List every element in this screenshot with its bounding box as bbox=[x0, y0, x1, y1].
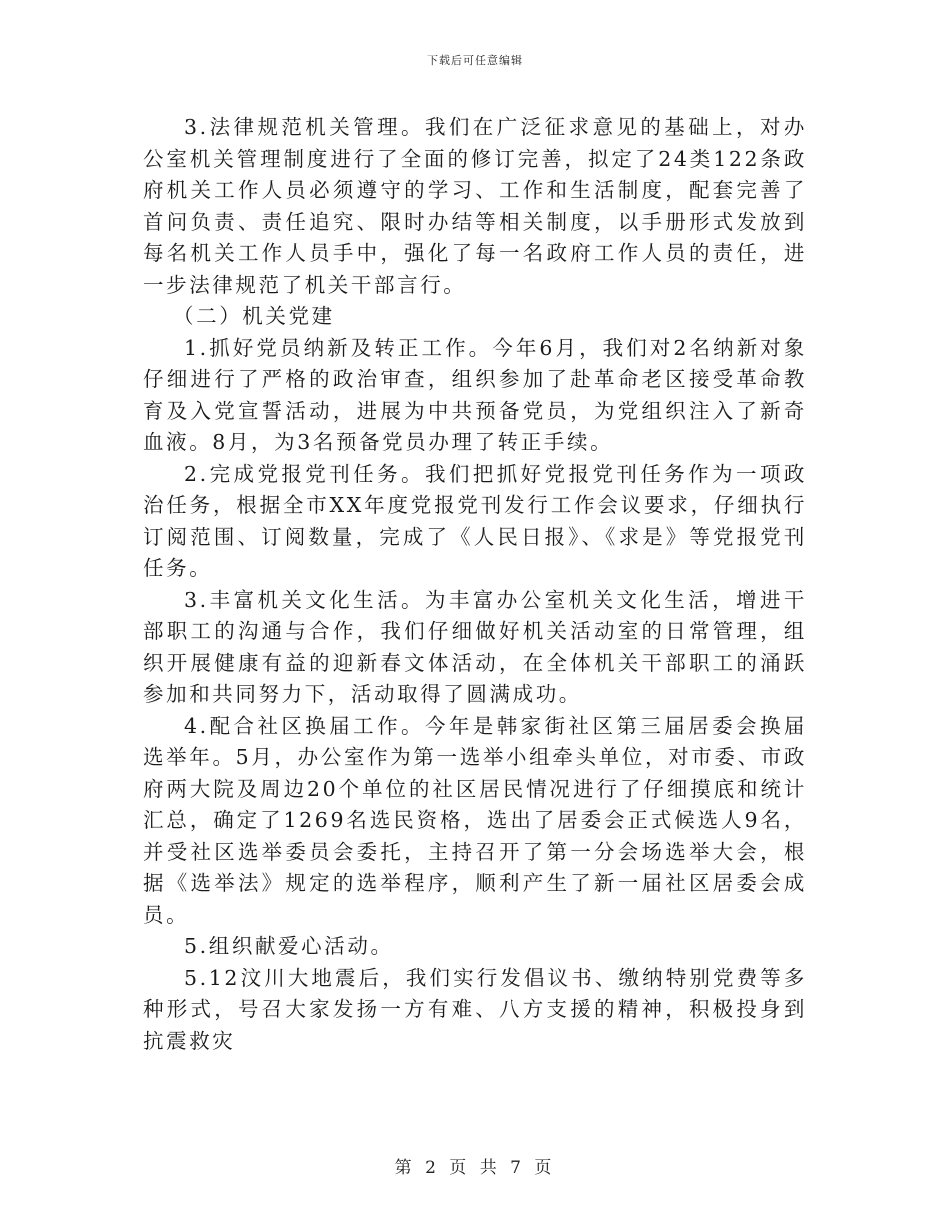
paragraph-party-members: 1.抓好党员纳新及转正工作。今年6月，我们对2名纳新对象仔细进行了严格的政治审查，组织参加了赴革命老区接受革命教育及入党宣誓活动，进展为中共预备党员，为党组织注入了新奇血液。8月，为3名预备党员办理了转正手续。 bbox=[143, 335, 807, 454]
paragraph-party-newspapers: 2.完成党报党刊任务。我们把抓好党报党刊任务作为一项政治任务，根据全市XX年度党报党刊发行工作会议要求，仔细执行订阅范围、订阅数量，完成了《人民日报》、《求是》等党报党刊任务。 bbox=[143, 461, 807, 580]
section-heading: （二）机关党建 bbox=[173, 304, 335, 328]
paragraph-earthquake-relief: 5.12汶川大地震后，我们实行发倡议书、缴纳特别党费等多种形式，号召大家发扬一方有难、八方支援的精神，积极投身到抗震救灾 bbox=[143, 965, 807, 1053]
document-body bbox=[143, 112, 807, 1057]
header-note: 下载后可任意编辑 bbox=[427, 54, 523, 67]
paragraph-cultural-life: 3.丰富机关文化生活。为丰富办公室机关文化生活，增进干部职工的沟通与合作，我们仔细做好机关活动室的日常管理，组织开展健康有益的迎新春文体活动，在全体机关干部职工的涌跃参加和共同努力下，活动取得了圆满成功。 bbox=[143, 587, 807, 706]
paragraph-community-election: 4.配合社区换届工作。今年是韩家街社区第三届居委会换届选举年。5月，办公室作为第一选举小组牵头单位，对市委、市政府两大院及周边20个单位的社区居民情况进行了仔细摸底和统计汇总，确定了1269名选民资格，选出了居委会正式候选人9名，并受社区选举委员会委托，主持召开了第一分会场选举大会，根据《选举法》规定的选举程序，顺利产生了新一届社区居委会成员。 bbox=[143, 713, 807, 927]
page-number: 第 2 页 共 7 页 bbox=[394, 1158, 556, 1178]
paragraph-legal-management: 3.法律规范机关管理。我们在广泛征求意见的基础上，对办公室机关管理制度进行了全面的修订完善，拟定了24类122条政府机关工作人员必须遵守的学习、工作和生活制度，配套完善了首问负责、责任追究、限时办结等相关制度，以手册形式发放到每名机关工作人员手中，强化了每一名政府工作人员的责任，进一步法律规范了机关干部言行。 bbox=[143, 115, 807, 297]
paragraph-charity-heading: 5.组织献爱心活动。 bbox=[184, 934, 394, 958]
